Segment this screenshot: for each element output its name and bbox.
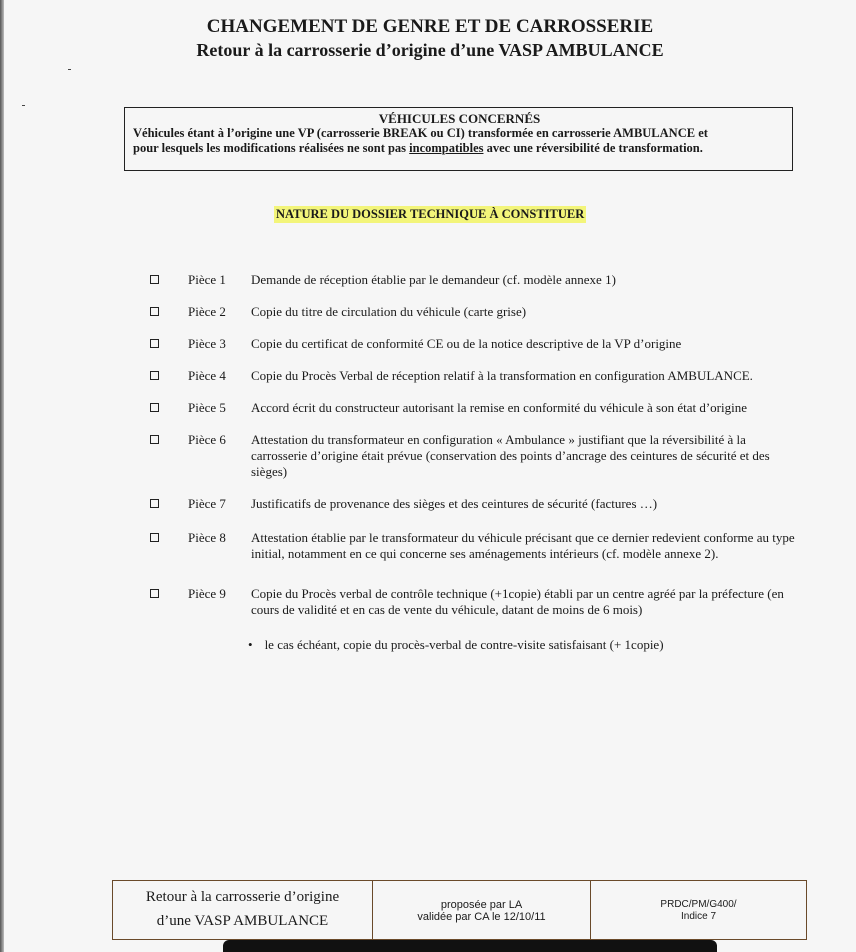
footer-title-line-2: d’une VASP AMBULANCE: [156, 913, 329, 929]
piece-text: Attestation du transformateur en configuration « Ambulance » justifiant que la réversibilité à la carrosserie d’origine était prévue (conservation des points d’ancrage des ceintures de sécurité et des sièges): [251, 432, 770, 479]
scan-speck: [68, 69, 71, 70]
checkbox-icon[interactable]: [150, 339, 159, 348]
vehicles-line2-start: pour lesquels les modifications réalisées ne sont pas: [133, 141, 410, 155]
checkbox-icon[interactable]: [150, 403, 159, 412]
document-title: CHANGEMENT DE GENRE ET DE CARROSSERIE: [206, 16, 654, 37]
footer-document-title: [113, 881, 373, 939]
piece-label: Pièce 8: [188, 530, 226, 545]
checkbox-icon[interactable]: [150, 435, 159, 444]
checkbox-icon[interactable]: [150, 275, 159, 284]
piece-text: Attestation établie par le transformateur du véhicule précisant que ce dernier redevient conforme au type initial, notamment en ce qui concerne ses aménagements intérieurs (cf. modèle annexe 2).: [251, 530, 795, 561]
bullet-icon: •: [248, 637, 253, 652]
checkbox-icon[interactable]: [150, 371, 159, 380]
vehicles-concerned-box: [124, 107, 793, 171]
piece-label: Pièce 4: [188, 368, 226, 383]
piece-label: Pièce 6: [188, 432, 226, 447]
bullet-item: [248, 637, 664, 653]
footer-index: Indice 7: [680, 911, 717, 922]
scan-speck: [22, 105, 25, 106]
piece-label: Pièce 7: [188, 496, 226, 511]
bottom-overlay-bar: [223, 940, 717, 952]
checkbox-icon[interactable]: [150, 499, 159, 508]
piece-label: Pièce 5: [188, 400, 226, 415]
vehicles-concerned-heading: VÉHICULES CONCERNÉS: [378, 111, 541, 126]
checkbox-icon[interactable]: [150, 533, 159, 542]
footer-validation: [373, 881, 591, 939]
document-subtitle: Retour à la carrosserie d’origine d’une VASP AMBULANCE: [196, 40, 664, 60]
footer-validated-by: validée par CA le 12/10/11: [417, 911, 546, 923]
piece-text: Copie du certificat de conformité CE ou de la notice descriptive de la VP d’origine: [251, 336, 682, 351]
vehicles-line2-end: avec une réversibilité de transformation.: [483, 141, 703, 155]
piece-text: Accord écrit du constructeur autorisant la remise en conformité du véhicule à son état d’origine: [251, 400, 747, 415]
piece-text: Demande de réception établie par le demandeur (cf. modèle annexe 1): [251, 272, 616, 287]
piece-label: Pièce 9: [188, 586, 226, 601]
piece-label: Pièce 3: [188, 336, 226, 351]
piece-text: Copie du Procès verbal de contrôle technique (+1copie) établi par un centre agréé par la préfecture (en cours de validité et en cas de vente du véhicule, datant de moins de 6 mois): [251, 586, 784, 617]
section-title-highlighted: NATURE DU DOSSIER TECHNIQUE À CONSTITUER: [276, 207, 585, 221]
incompatibles-underlined: incompatibles: [409, 141, 484, 155]
footer-title-line-1: Retour à la carrosserie d’origine: [145, 889, 340, 905]
piece-text: Copie du Procès Verbal de réception relatif à la transformation en configuration AMBULANCE.: [251, 368, 753, 383]
document-page: [4, 0, 856, 952]
piece-label: Pièce 2: [188, 304, 226, 319]
piece-label: Pièce 1: [188, 272, 226, 287]
footer-reference: [591, 881, 806, 939]
vehicles-concerned-line-1: Véhicules étant à l’origine une VP (carrosserie BREAK ou CI) transformée en carrosserie AMBULANCE et: [133, 126, 708, 140]
footer-table: [112, 880, 807, 940]
piece-text: Justificatifs de provenance des sièges et des ceintures de sécurité (factures …): [251, 496, 658, 511]
piece-text: Copie du titre de circulation du véhicule (carte grise): [251, 304, 527, 319]
footer-reference-code: PRDC/PM/G400/: [660, 899, 737, 910]
checkbox-icon[interactable]: [150, 589, 159, 598]
footer-proposed-by: proposée par LA: [440, 899, 523, 911]
vehicles-concerned-line-2: [133, 141, 786, 156]
bullet-text: le cas échéant, copie du procès-verbal de contre-visite satisfaisant (+ 1copie): [264, 637, 664, 652]
checkbox-icon[interactable]: [150, 307, 159, 316]
